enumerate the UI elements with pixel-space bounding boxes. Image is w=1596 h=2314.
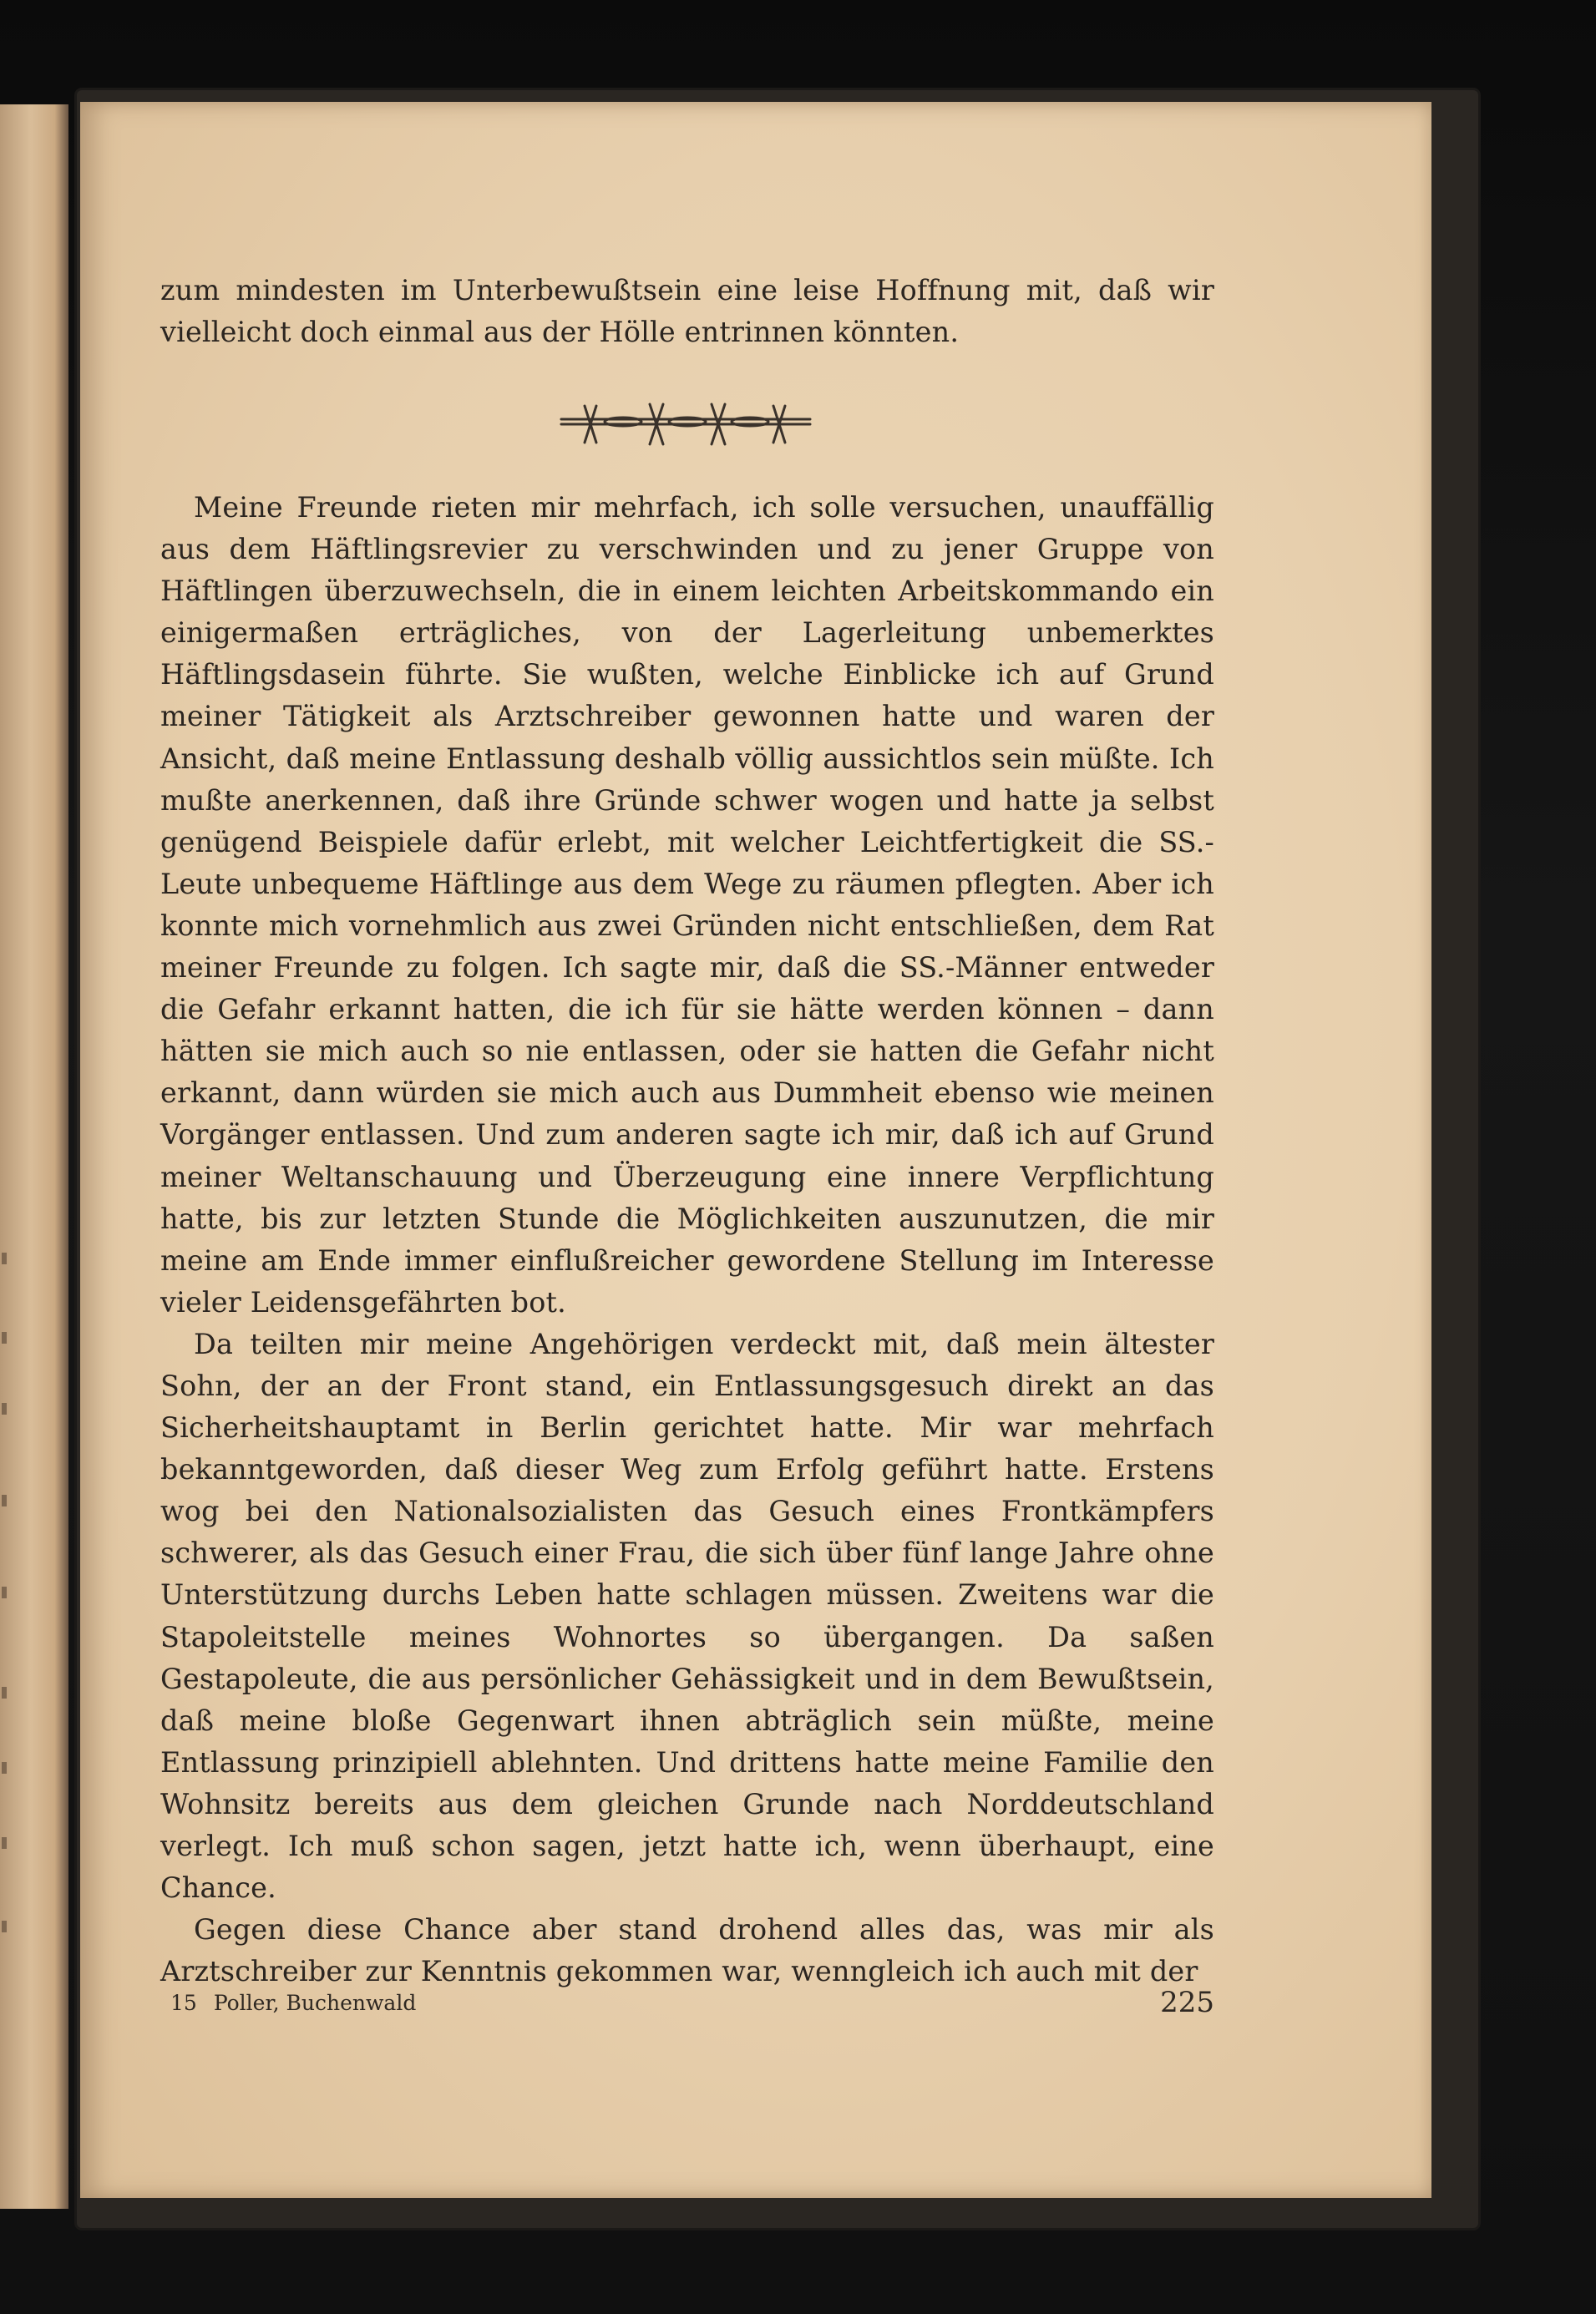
signature-number: 15 [170,1991,197,2015]
barbed-wire-ornament-icon [560,399,812,449]
paragraph-1: Meine Freunde rieten mir mehrfach, ich solle versuchen, unauffällig aus dem Häftlingsrevier zu verschwinden und zu jener Gruppe von Häftlingen überzuwechseln, die in einem leichten Arbeitskommando ein einigermaßen erträgliches, von der Lagerleitung unbemerktes Häftlingsdasein führte. Sie wußten, welche Einblicke ich auf Grund meiner Tätigkeit als Arztschreiber gewonnen hatte und waren der Ansicht, daß meine Entlassung deshalb völlig aussichtlos sein müßte. Ich mußte anerkennen, daß ihre Gründe schwer wogen und hatte ja selbst genügend Beispiele dafür erlebt, mit welcher Leichtfertigkeit die SS.-Leute unbequeme Häftlinge aus dem Wege zu räumen pflegten. Aber ich konnte mich vornehmlich aus zwei Gründen nicht entschließen, dem Rat meiner Freunde zu folgen. Ich sagte mir, daß die SS.-Männer entweder die Gefahr erkannt hatten, die ich für sie hätte werden können – dann hätten sie mich auch so nie entlassen, oder sie hatten die Gefahr nicht erkannt, dann würden sie mich auch aus Dummheit ebenso wie meinen Vorgänger entlassen. Und zum anderen sagte ich mir, daß ich auf Grund meiner Weltanschauung und Überzeugung eine innere Verpflichtung hatte, bis zur letzten Stunde die Möglichkeiten auszunutzen, die mir meine am Ende immer einflußreicher gewordene Stellung im Interesse vieler Leidensgefährten bot. [160,491,1214,1319]
page-footer [170,1986,1216,2019]
left-margin-marks [0,1253,12,1962]
paragraph-3: Gegen diese Chance aber stand drohend alles das, was mir als Arztschreiber zur Kenntnis gekommen war, wenngleich ich auch mit der [160,1913,1214,1988]
paragraph-2: Da teilten mir meine Angehörigen verdeckt mit, daß mein ältester Sohn, der an der Front stand, ein Entlassungsgesuch direkt an das Sicherheitshauptamt in Berlin gerichtet hatte. Mir war mehrfach bekanntgeworden, daß dieser Weg zum Erfolg geführt hatte. Erstens wog bei den Nationalsozialisten das Gesuch eines Frontkämpfers schwerer, als das Gesuch einer Frau, die sich über fünf lange Jahre ohne Unterstützung durchs Leben hatte schlagen müssen. Zweitens war die Stapoleitstelle meines Wohnortes so übergangen. Da saßen Gestapoleute, die aus persönlicher Gehässigkeit und in dem Bewußtsein, daß meine bloße Gegenwart ihnen abträglich sein müßte, meine Entlassung prinzipiell ablehnten. Und drittens hatte meine Familie den Wohnsitz bereits aus dem gleichen Grunde nach Norddeutschland verlegt. Ich muß schon sagen, jetzt hatte ich, wenn überhaupt, eine Chance. [160,1327,1214,1905]
opening-paragraph: zum mindesten im Unterbewußtsein eine leise Hoffnung mit, daß wir vielleicht doch einmal aus der Hölle entrinnen könnten. [160,274,1214,349]
body-text [160,487,1214,1992]
page-number: 225 [1160,1986,1214,2019]
printer-signature [170,1991,416,2015]
opening-text [160,270,1214,353]
signature-title: Poller, Buchenwald [213,1991,417,2015]
